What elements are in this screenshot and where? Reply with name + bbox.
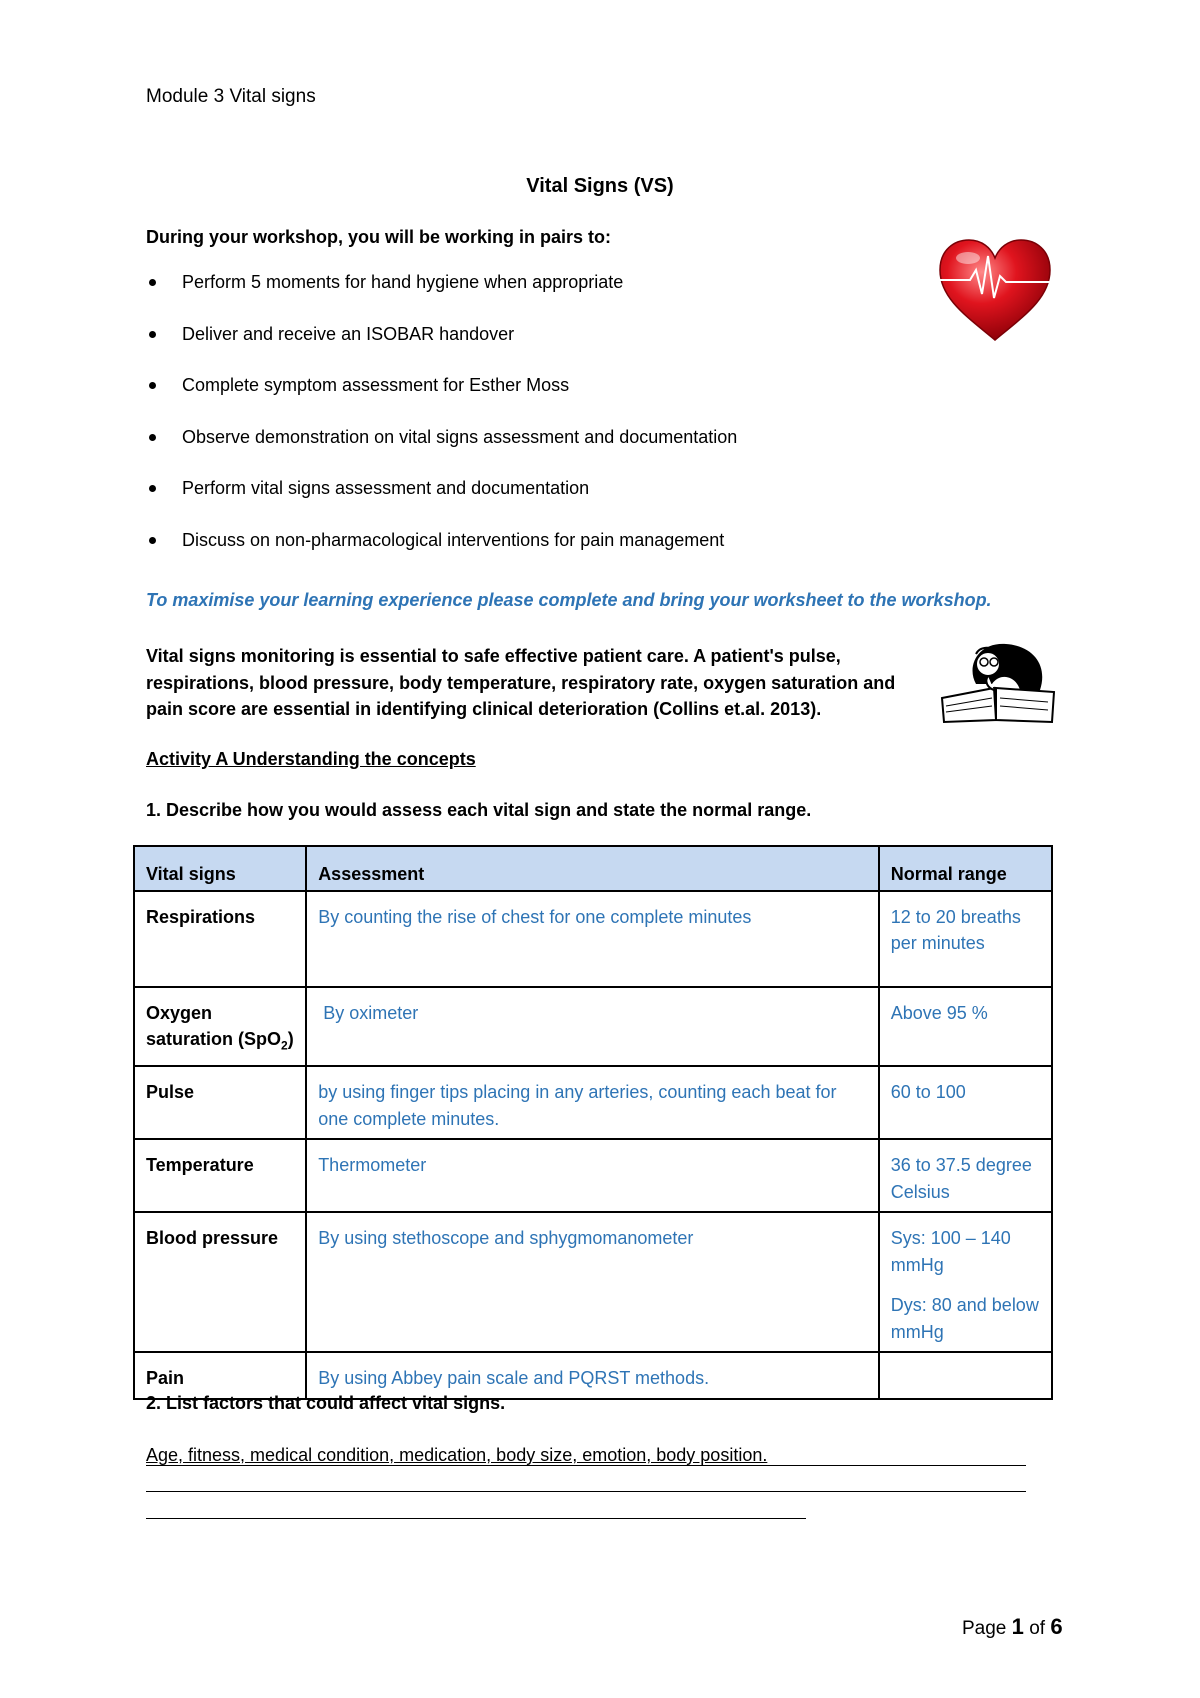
range-cell: 60 to 100 <box>879 1066 1052 1139</box>
assessment-cell: By counting the rise of chest for one complete minutes <box>306 891 879 987</box>
diastolic-range: Dys: 80 and below mmHg <box>890 1295 1039 1342</box>
running-header: Module 3 Vital signs <box>146 86 316 107</box>
table-row <box>134 891 1052 987</box>
question-1: 1. Describe how you would assess each vital sign and state the normal range. <box>146 800 812 820</box>
answer-line <box>146 1491 1026 1492</box>
column-header-assessment: Assessment <box>306 846 879 891</box>
page-title: Vital Signs (VS) <box>526 175 674 197</box>
range-cell <box>879 1212 1052 1352</box>
intro-paragraph: Vital signs monitoring is essential to safe effective patient care. A patient's pulse, respirations, blood pressure, body temperature, respiratory rate, oxygen saturation and pain score are essential in identifying clinical deterioration (Collins et.al. 2013). <box>146 646 896 719</box>
page-footer: Page 1 of 6 <box>962 1614 1063 1639</box>
table-row <box>134 1139 1052 1212</box>
list-item: Observe demonstration on vital signs assessment and documentation <box>146 426 737 478</box>
bullet-icon <box>149 331 156 338</box>
person-reading-book-icon <box>936 636 1060 726</box>
table-header-row <box>134 846 1052 891</box>
bullet-icon <box>149 434 156 441</box>
bullet-icon <box>149 382 156 389</box>
table-row <box>134 1212 1052 1352</box>
answer-2-text: Age, fitness, medical condition, medication, body size, emotion, body position. <box>146 1445 768 1465</box>
systolic-range: Sys: 100 – 140 mmHg <box>890 1228 1011 1275</box>
intro-text: During your workshop, you will be working in pairs to: <box>146 227 612 247</box>
assessment-cell: By oximeter <box>306 987 879 1067</box>
range-cell <box>879 1352 1052 1399</box>
list-item: Complete symptom assessment for Esther Moss <box>146 374 737 426</box>
question-2: 2. List factors that could affect vital signs. <box>146 1393 506 1413</box>
vital-sign-cell: Temperature <box>134 1139 306 1212</box>
assessment-cell: By using Abbey pain scale and PQRST methods. <box>306 1352 879 1399</box>
worksheet-note: To maximise your learning experience please complete and bring your worksheet to the workshop. <box>146 590 992 610</box>
answer-line <box>146 1465 1026 1466</box>
column-header-vital-signs: Vital signs <box>134 846 306 891</box>
table-row <box>134 1352 1052 1399</box>
table-row <box>134 1066 1052 1139</box>
bullet-icon <box>149 485 156 492</box>
table-row <box>134 987 1052 1067</box>
vital-signs-table <box>133 845 1053 1400</box>
list-item: Discuss on non-pharmacological interventions for pain management <box>146 529 737 581</box>
column-header-normal-range: Normal range <box>879 846 1052 891</box>
list-item: Deliver and receive an ISOBAR handover <box>146 323 737 375</box>
assessment-cell: by using finger tips placing in any arteries, counting each beat for one complete minutes. <box>306 1066 879 1139</box>
bullet-icon <box>149 279 156 286</box>
heart-ecg-icon <box>936 236 1054 344</box>
vital-sign-cell: Oxygen saturation (SpO$_2$) <box>134 987 306 1067</box>
vital-sign-cell: Respirations <box>134 891 306 987</box>
range-cell: Above 95 % <box>879 987 1052 1067</box>
vital-sign-cell: Pulse <box>134 1066 306 1139</box>
answer-line <box>146 1518 806 1519</box>
range-cell: 12 to 20 breaths per minutes <box>879 891 1052 987</box>
objectives-list <box>146 271 737 580</box>
bullet-icon <box>149 537 156 544</box>
assessment-cell: Thermometer <box>306 1139 879 1212</box>
list-item: Perform 5 moments for hand hygiene when appropriate <box>146 271 737 323</box>
list-item: Perform vital signs assessment and documentation <box>146 477 737 529</box>
range-cell: 36 to 37.5 degree Celsius <box>879 1139 1052 1212</box>
assessment-cell: By using stethoscope and sphygmomanometer <box>306 1212 879 1352</box>
activity-heading: Activity A Understanding the concepts <box>146 749 476 769</box>
vital-sign-cell: Blood pressure <box>134 1212 306 1352</box>
vital-sign-cell: Pain <box>134 1352 306 1399</box>
